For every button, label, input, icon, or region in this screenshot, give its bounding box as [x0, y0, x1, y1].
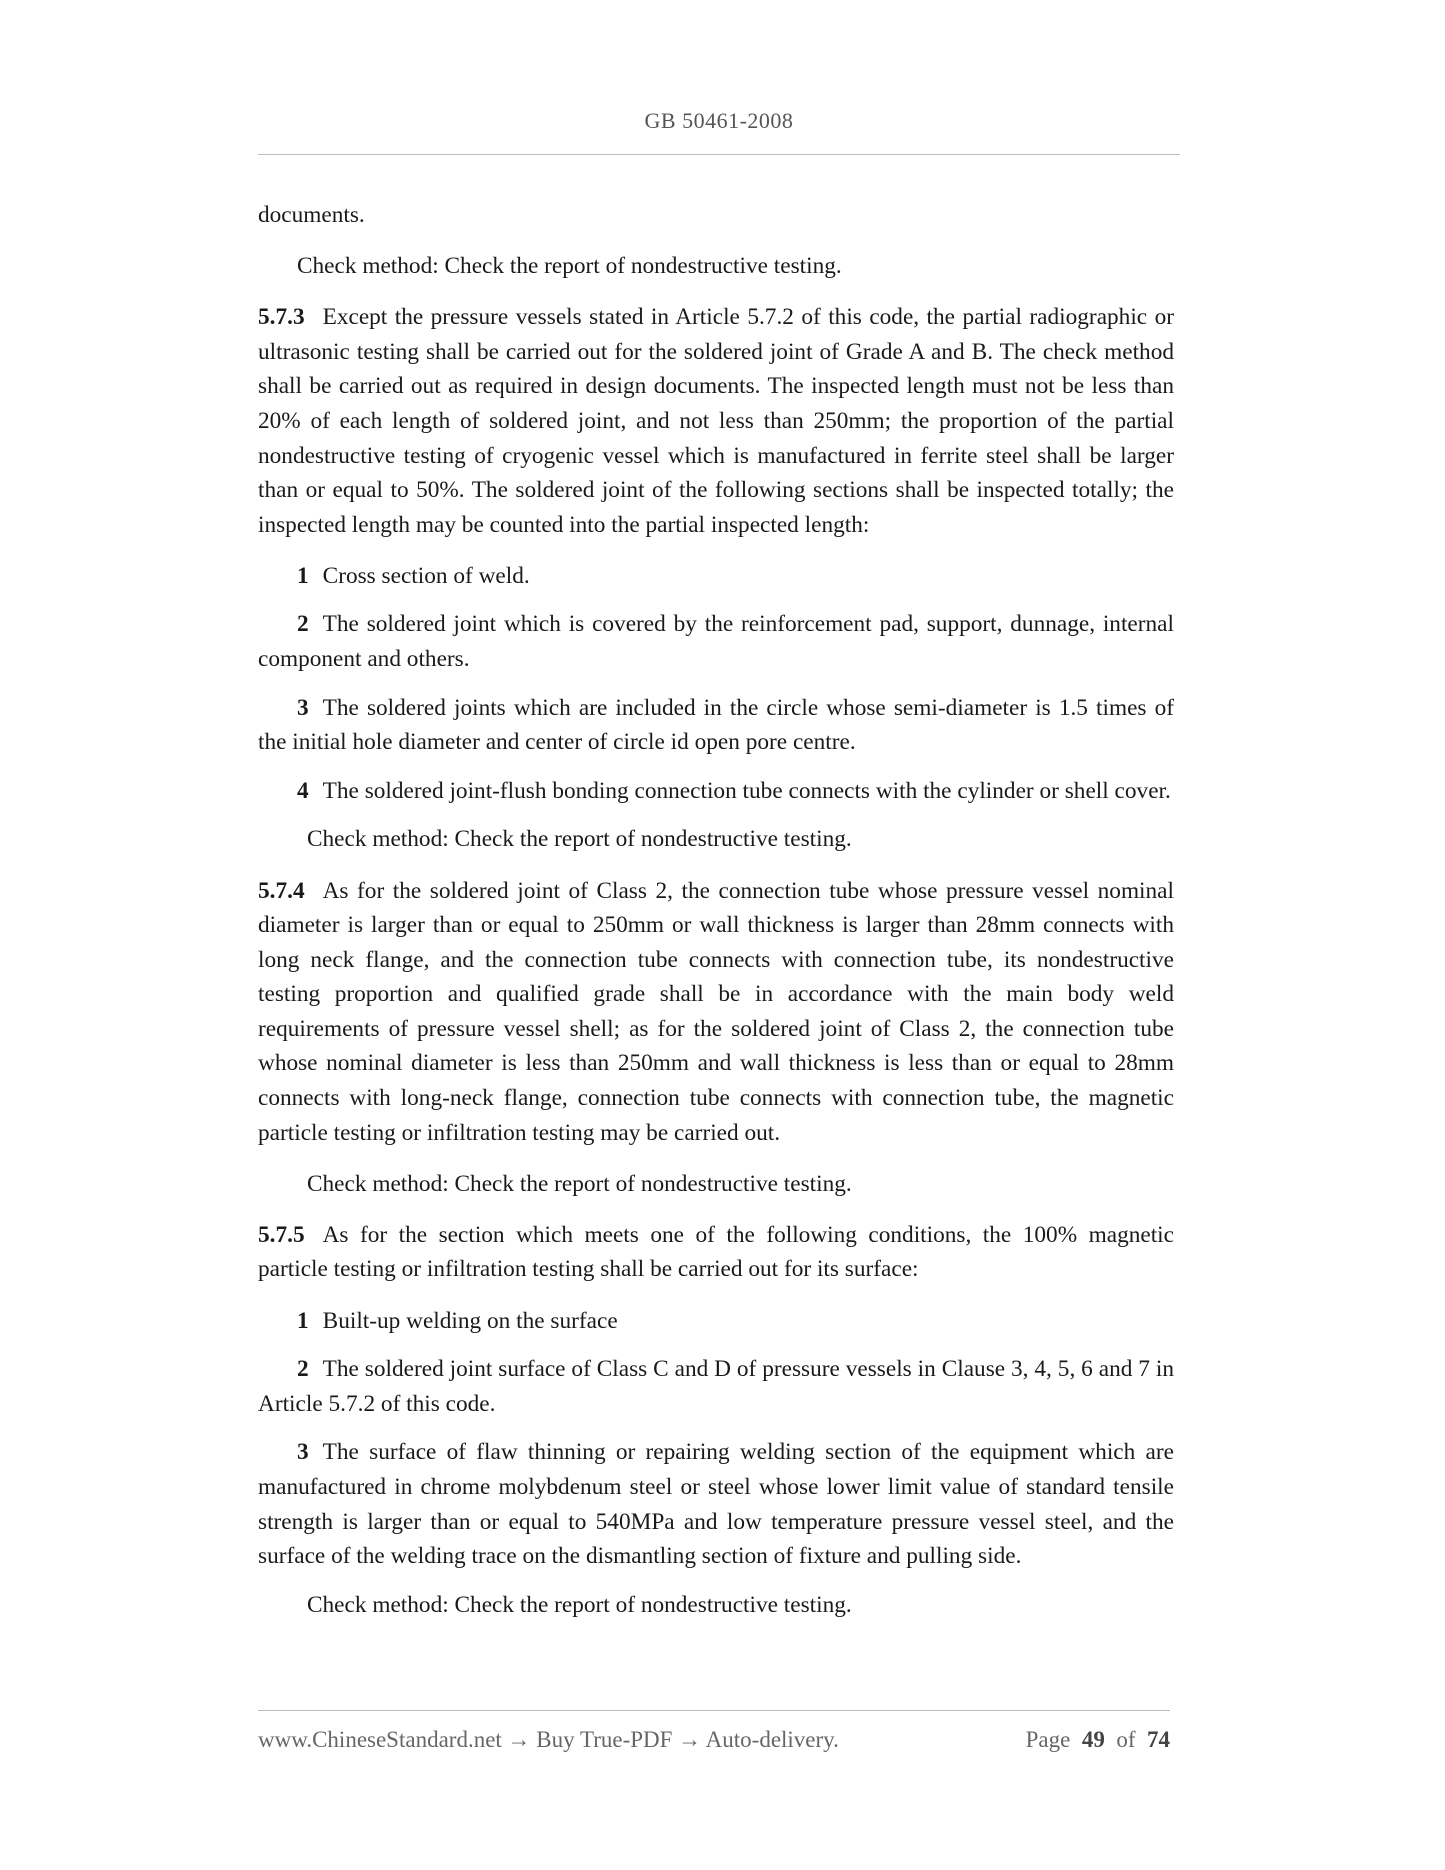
clause-number: 5.7.4: [258, 877, 305, 904]
item-text: Built-up welding on the surface: [322, 1307, 618, 1334]
page-indicator: [1026, 1727, 1170, 1753]
item-number: 2: [297, 1356, 309, 1383]
check-method: Check method: Check the report of nondestructive testing.: [297, 253, 842, 280]
page-label: Page: [1025, 1727, 1071, 1752]
list-item: [258, 691, 1174, 760]
item-number: 4: [297, 777, 309, 804]
clause-number: 5.7.3: [258, 304, 305, 331]
page-footer: [258, 1727, 1170, 1753]
check-method: Check method: Check the report of nondestructive testing.: [307, 826, 852, 853]
page-number: 49: [1081, 1727, 1105, 1752]
clause-number: 5.7.5: [258, 1221, 305, 1248]
clause-5-7-5: [258, 1218, 1174, 1287]
list-item: [258, 1435, 1174, 1573]
item-text: The soldered joints which are included in the circle whose semi-diameter is 1.5 times of the initial hole diameter and center of circle id open pore centre.: [258, 694, 1174, 756]
document-body: [258, 198, 1174, 1639]
of-label: of: [1116, 1727, 1136, 1752]
item-text: The soldered joint-flush bonding connection tube connects with the cylinder or shell cover.: [322, 777, 1171, 804]
item-text: Cross section of weld.: [322, 562, 530, 589]
list-item: [258, 1352, 1174, 1421]
item-number: 1: [297, 1307, 309, 1334]
item-number: 1: [297, 562, 309, 589]
check-method: Check method: Check the report of nondestructive testing.: [307, 1591, 852, 1618]
header-divider: [258, 154, 1180, 155]
clause-text: Except the pressure vessels stated in Article 5.7.2 of this code, the partial radiographic or ultrasonic testing shall be carried out for the soldered joint of Grade A and B. The check method shall be carried out as required in design documents. The inspected length must not be less than 20% of each length of soldered joint, and not less than 250mm; the proportion of the partial nondestructive testing of cryogenic vessel which is manufactured in ferrite steel shall be larger than or equal to 50%. The soldered joint of the following sections shall be inspected totally; the inspected length may be counted into the partial inspected length:: [258, 304, 1174, 538]
check-method: Check method: Check the report of nondestructive testing.: [307, 1170, 852, 1197]
item-number: 2: [297, 611, 309, 638]
page-header: GB 50461-2008: [644, 108, 794, 133]
footer-divider: [258, 1710, 1170, 1711]
item-number: 3: [297, 1439, 309, 1466]
list-item: [258, 607, 1174, 676]
clause-5-7-4: [258, 874, 1174, 1151]
clause-text: As for the section which meets one of the following conditions, the 100% magnetic particle testing or infiltration testing shall be carried out for its surface:: [258, 1221, 1174, 1283]
paragraph-continuation: documents.: [258, 202, 365, 228]
item-number: 3: [297, 694, 309, 721]
footer-link[interactable]: www.ChineseStandard.net → Buy True-PDF → Auto-delivery.: [258, 1727, 839, 1752]
clause-5-7-3: [258, 300, 1174, 542]
list-item: [258, 1304, 1174, 1339]
item-text: The surface of flaw thinning or repairing welding section of the equipment which are manufactured in chrome molybdenum steel or steel whose lower limit value of standard tensile strength is larger than or equal to 540MPa and low temperature pressure vessel steel, and the surface of the welding trace on the dismantling section of fixture and pulling side.: [258, 1439, 1174, 1570]
list-item: [258, 774, 1174, 809]
page-total: 74: [1147, 1727, 1170, 1752]
item-text: The soldered joint surface of Class C and D of pressure vessels in Clause 3, 4, 5, 6 and 7 in Article 5.7.2 of this code.: [258, 1356, 1174, 1417]
item-text: The soldered joint which is covered by the reinforcement pad, support, dunnage, internal component and others.: [258, 611, 1174, 673]
clause-text: As for the soldered joint of Class 2, the connection tube whose pressure vessel nominal diameter is larger than or equal to 250mm or wall thickness is larger than 28mm connects with long neck flange, and the connection tube connects with connection tube, its nondestructive testing proportion and qualified grade shall be in accordance with the main body weld requirements of pressure vessel shell; as for the soldered joint of Class 2, the connection tube whose nominal diameter is less than 250mm and wall thickness is less than or equal to 28mm connects with long-neck flange, connection tube connects with connection tube, the magnetic particle testing or infiltration testing may be carried out.: [258, 877, 1174, 1146]
list-item: [258, 559, 1174, 594]
